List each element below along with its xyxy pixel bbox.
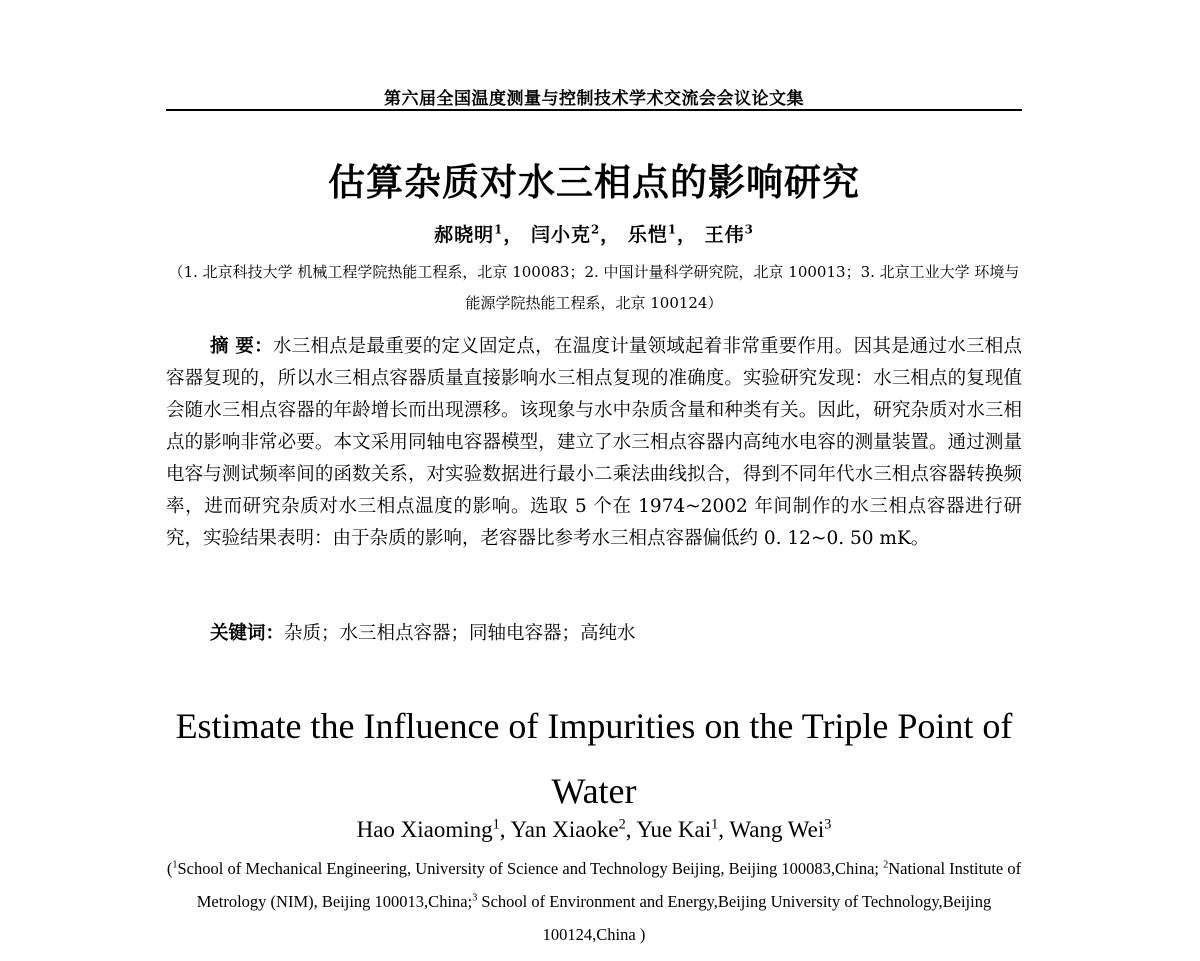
header-rule (166, 109, 1022, 111)
cn-author-separator: ， (503, 224, 524, 246)
en-affil-mark: 2 (883, 859, 889, 871)
running-header: 第六届全国温度测量与控制技术学术交流会会议论文集 (384, 89, 804, 109)
cn-author: 闫小克 (530, 224, 591, 246)
cn-author: 郝晓明 (434, 224, 495, 246)
keywords-text: 杂质；水三相点容器；同轴电容器；高纯水 (284, 623, 636, 644)
en-author: Yue Kai (636, 817, 712, 842)
cn-author-affil-mark: 1 (667, 222, 678, 237)
cn-author: 乐恺 (627, 224, 668, 246)
en-affil-open-paren: ( (166, 859, 173, 878)
en-author-separator: , (718, 817, 730, 842)
cn-abstract (166, 331, 1022, 555)
en-affiliations (166, 852, 1022, 951)
cn-keywords (210, 618, 1020, 650)
abstract-label: 摘 要： (210, 336, 273, 357)
cn-author-separator: ， (677, 224, 698, 246)
cn-author-separator: ， (600, 224, 621, 246)
en-author-affil-mark: 3 (824, 816, 832, 833)
en-author-separator: , (625, 817, 637, 842)
keywords-label: 关键词： (210, 623, 285, 644)
en-title: Estimate the Influence of Impurities on the Triple Point of Water (175, 706, 1013, 811)
en-author: Hao Xiaoming (356, 817, 493, 842)
en-affil-text: School of Mechanical Engineering, University of Science and Technology Beijing, Beijing 100083,China; (177, 859, 879, 878)
en-authors (166, 817, 1022, 843)
en-author-affil-mark: 2 (618, 816, 626, 833)
en-affil-text: School of Environment and Energy,Beijing University of Technology,Beijing 100124,China ) (477, 892, 992, 944)
cn-affiliation: （1. 北京科技大学 机械工程学院热能工程系，北京 100083；2. 中国计量科学研究院，北京 100013；3. 北京工业大学 环境与能源学院热能工程系，北京 100124） (168, 263, 1020, 312)
en-affil-text: National Institute of Metrology (NIM), Beijing 100013,China; (196, 859, 1022, 911)
en-author: Wang Wei (729, 817, 825, 842)
cn-authors (166, 220, 1022, 247)
en-author-separator: , (499, 817, 511, 842)
en-affil-mark: 3 (472, 892, 478, 904)
cn-author-affil-mark: 2 (590, 222, 601, 237)
en-author-affil-mark: 1 (492, 816, 500, 833)
cn-author-affil-mark: 3 (744, 222, 754, 237)
en-author: Yan Xiaoke (510, 817, 619, 842)
cn-author: 王伟 (704, 224, 745, 246)
cn-author-affil-mark: 1 (494, 222, 504, 237)
cn-title: 估算杂质对水三相点的影响研究 (328, 161, 860, 204)
en-author-affil-mark: 1 (711, 816, 719, 833)
en-affil-mark: 1 (172, 859, 178, 871)
abstract-text: 水三相点是最重要的定义固定点，在温度计量领域起着非常重要作用。因其是通过水三相点容器复现的，所以水三相点容器质量直接影响水三相点复现的准确度。实验研究发现：水三相点的复现值会随水三相点容器的年龄增长而出现漂移。该现象与水中杂质含量和种类有关。因此，研究杂质对水三相点的影响非常必要。本文采用同轴电容器模型，建立了水三相点容器内高纯水电容的测量装置。通过测量电容与测试频率间的函数关系，对实验数据进行最小二乘法曲线拟合，得到不同年代水三相点容器转换频率，进而研究杂质对水三相点温度的影响。选取 5 个在 1974~2002 年间制作的水三相点容器进行研究，实验结果表明：由于杂质的影响，老容器比参考水三相点容器偏低约 0. 12~0. 50 mK。 (166, 336, 1022, 549)
